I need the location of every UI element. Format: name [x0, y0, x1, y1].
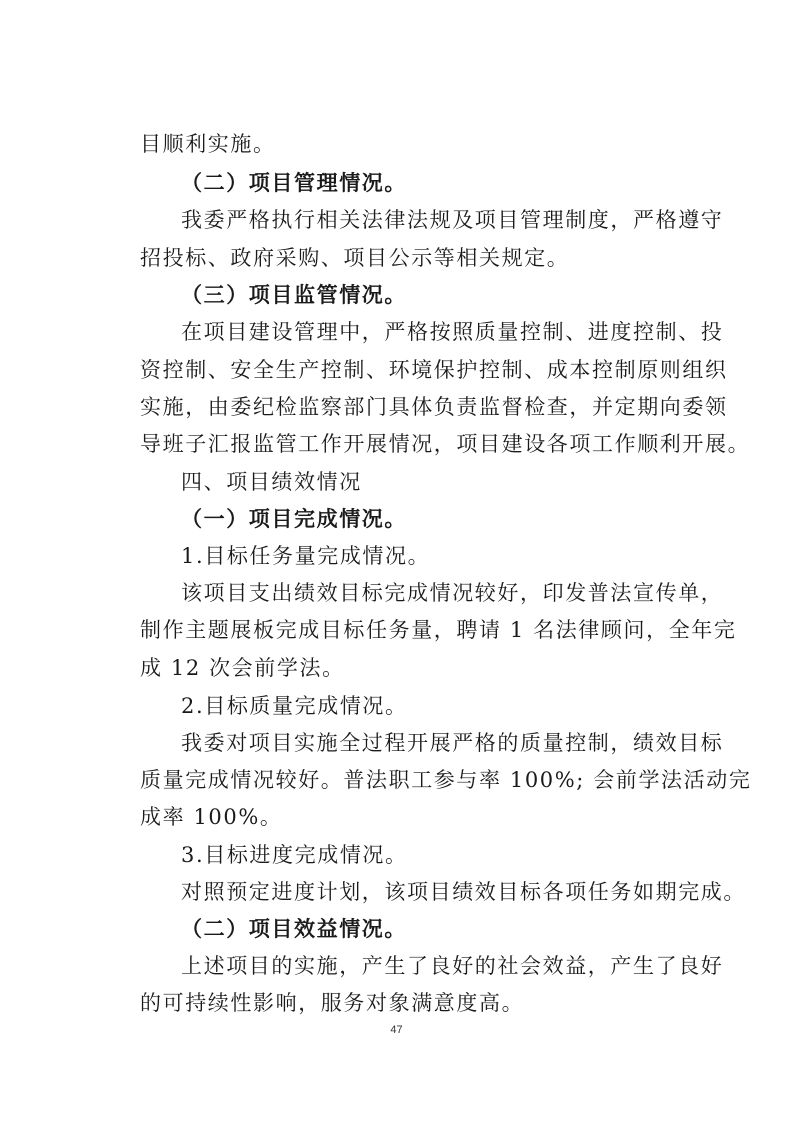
chapter-heading: 四、项目绩效情况 [181, 470, 362, 494]
paragraph-line: 该项目支出绩效目标完成情况较好，印发普法宣传单， [181, 581, 724, 605]
section-heading: （二）项目管理情况。 [181, 170, 407, 195]
page-number: 47 [390, 1024, 403, 1036]
paragraph-line: 我委严格执行相关法律法规及项目管理制度，严格遵守 [181, 208, 724, 232]
paragraph-line: 我委对项目实施全过程开展严格的质量控制，绩效目标 [181, 731, 724, 755]
paragraph-line: 实施，由委纪检监察部门具体负责监督检查，并定期向委领 [140, 395, 728, 419]
paragraph-line: 对照预定进度计划，该项目绩效目标各项任务如期完成。 [181, 880, 746, 904]
paragraph-line: 制作主题展板完成目标任务量，聘请 1 名法律顾问，全年完 [140, 618, 737, 642]
section-heading: （一）项目完成情况。 [181, 506, 407, 531]
subsection-heading: 3.目标进度完成情况。 [181, 843, 408, 867]
paragraph-line: 在项目建设管理中，严格按照质量控制、进度控制、投 [181, 320, 724, 344]
paragraph-line: 成率 100%。 [140, 805, 283, 829]
paragraph-line: 目顺利实施。 [140, 132, 276, 156]
paragraph-line: 资控制、安全生产控制、环境保护控制、成本控制原则组织 [140, 358, 728, 382]
subsection-heading: 2.目标质量完成情况。 [181, 694, 408, 718]
paragraph-line: 招投标、政府采购、项目公示等相关规定。 [140, 246, 570, 270]
subsection-heading: 1.目标任务量完成情况。 [181, 544, 431, 568]
section-heading: （二）项目效益情况。 [181, 916, 407, 941]
section-heading: （三）项目监管情况。 [181, 282, 407, 307]
paragraph-line: 成 12 次会前学法。 [140, 656, 345, 680]
paragraph-line: 质量完成情况较好。普法职工参与率 100%; 会前学法活动完 [140, 768, 752, 792]
paragraph-line: 导班子汇报监管工作开展情况，项目建设各项工作顺利开展。 [140, 432, 751, 456]
paragraph-line: 上述项目的实施，产生了良好的社会效益，产生了良好 [181, 954, 724, 978]
paragraph-line: 的可持续性影响，服务对象满意度高。 [140, 991, 525, 1015]
